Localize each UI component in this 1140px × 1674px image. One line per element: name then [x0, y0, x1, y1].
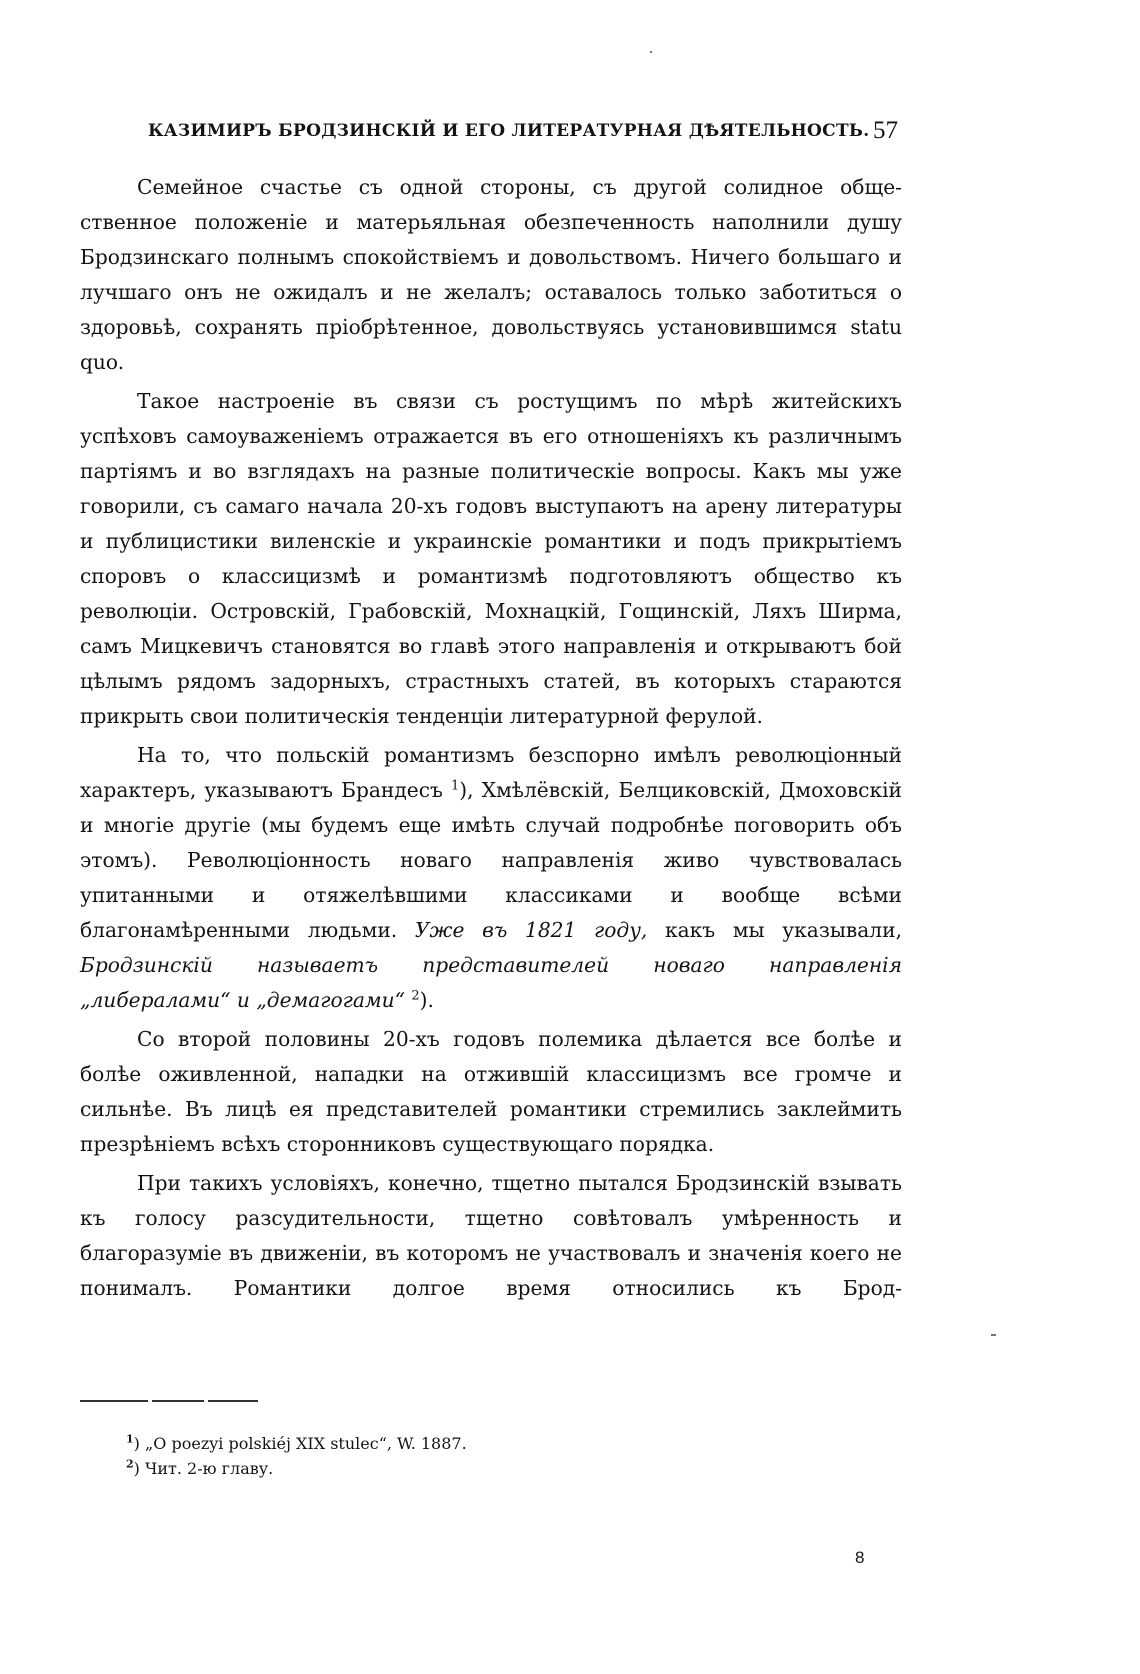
running-title: КАЗИМИРЪ БРОДЗИНСКІЙ И ЕГО ЛИТЕРАТУРНАЯ ДѢЯТЕЛЬНОСТЬ. [148, 121, 870, 141]
paragraph-3-text-a: На то, что польскій романтизмъ безспорно имѣлъ революціонный характеръ, указываютъ Брандесъ [80, 743, 902, 802]
footnote-mark: 2 [126, 1457, 134, 1471]
footnote-separator [80, 1400, 260, 1401]
paragraph-3-text-c: какъ мы указывали, [665, 918, 903, 942]
signature-mark: 8 [855, 1548, 865, 1567]
scan-speck [650, 51, 652, 53]
footnote-mark: 1 [126, 1432, 134, 1446]
paragraph-3-italic-date: Уже въ 1821 году, [414, 918, 648, 942]
paragraph-3-text-b: ), Хмѣлёвскій, Белциковскій, Дмоховскій и многіе другіе (мы будемъ еще имѣть случай подробнѣе поговорить объ этомъ). Революціонность новаго направленія живо чувствовалась упитанными и отяжелѣвшими классиками и вообще всѣми благонамѣренными людьми. [80, 778, 902, 942]
footnote-ref-2: 2 [411, 988, 420, 1004]
paragraph-4: Со второй половины 20-хъ годовъ полемика дѣлается все болѣе и болѣе оживленной, нападки на отжившій классицизмъ все громче и сильнѣе. Въ лицѣ ея представителей романтики стремились заклеймить презрѣніемъ всѣхъ сторонниковъ существующаго порядка. [80, 1027, 902, 1156]
body-text [80, 170, 902, 1306]
footnote-text: ) Чит. 2-ю главу. [133, 1459, 274, 1478]
paragraph-3 [80, 738, 902, 1018]
paragraph-5: При такихъ условіяхъ, конечно, тщетно пытался Бродзинскій взывать къ голосу разсудительности, тщетно совѣтовалъ умѣренность и благоразуміе въ движеніи, въ которомъ не участвовалъ и значенія коего не понималъ. Романтики долгое время относились къ Брод- [80, 1171, 902, 1300]
page-number: 57 [873, 117, 898, 144]
paragraph-3-italic-quote: Бродзинскій называетъ представителей новаго направленія „либералами“ и „демагогами“ [80, 953, 902, 1012]
footnotes [126, 1431, 776, 1481]
footnote-text: ) „O poezyi polskiéj XIX stulec“, W. 1887. [133, 1434, 467, 1453]
paragraph-2: Такое настроеніе въ связи съ ростущимъ по мѣрѣ житейскихъ успѣховъ самоуваженіемъ отражается въ его отношеніяхъ къ различнымъ партіямъ и во взглядахъ на разные политическіе вопросы. Какъ мы уже говорили, съ самаго начала 20-хъ годовъ выступаютъ на арену литературы и публицистики виленскіе и украинскіе романтики и подъ прикрытіемъ споровъ о классицизмѣ и романтизмѣ подготовляютъ общество къ революціи. Островскій, Грабовскій, Мохнацкій, Гощинскій, Ляхъ Ширма, самъ Мицкевичъ становятся во главѣ этого направленія и открываютъ бой цѣлымъ рядомъ задорныхъ, страстныхъ статей, въ которыхъ стараются прикрыть свои политическія тенденціи литературной ферулой. [80, 389, 902, 728]
footnote-ref-1: 1 [451, 778, 460, 794]
paragraph-3-text-d: ). [419, 988, 434, 1012]
paragraph-1: Семейное счастье съ одной стороны, съ другой солидное общественное положеніе и матерьяльная обезпеченность наполнили душу Бродзинскаго полнымъ спокойствіемъ и довольствомъ. Ничего большаго и лучшаго онъ не ожидалъ и не желалъ; оставалось только заботиться о здоровьѣ, сохранять пріобрѣтенное, довольствуясь установившимся statu quo. [80, 175, 902, 374]
scan-speck [991, 1334, 996, 1336]
footnote-2 [126, 1456, 776, 1481]
running-head [148, 117, 898, 147]
footnote-1 [126, 1431, 776, 1456]
